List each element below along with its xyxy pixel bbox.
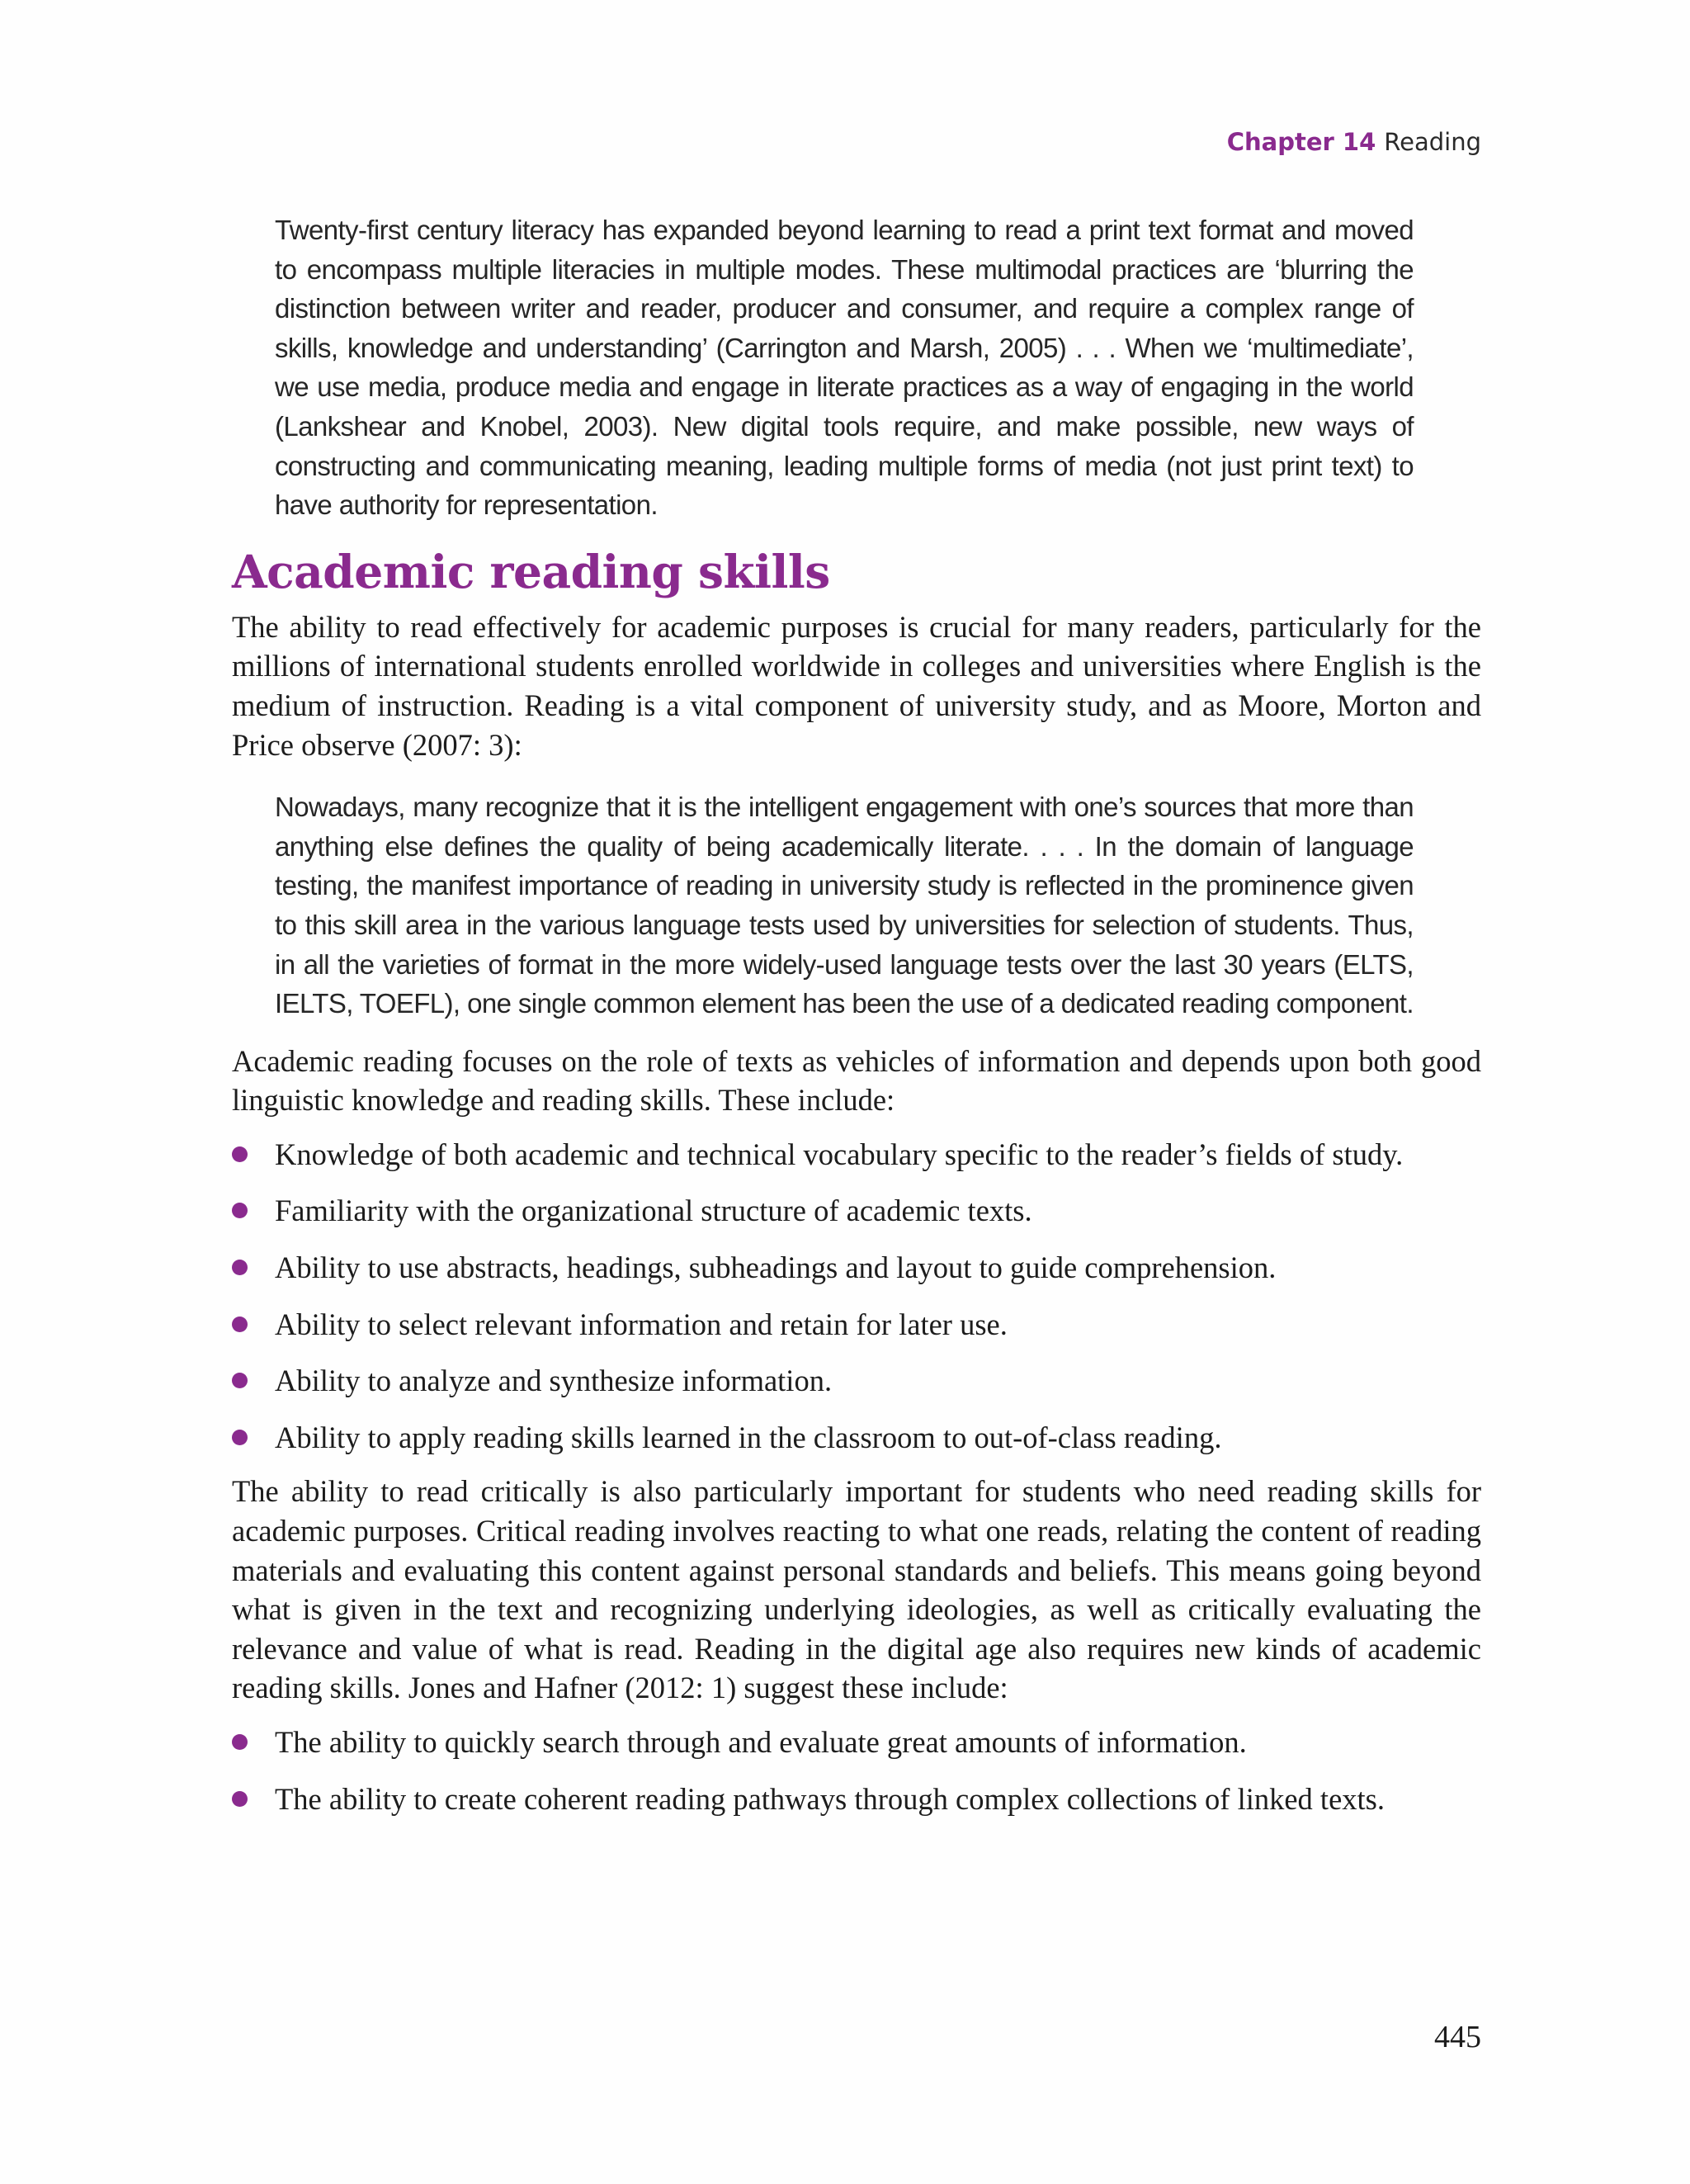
section-heading: Academic reading skills: [232, 544, 830, 598]
list-item: Ability to use abstracts, headings, subheadings and layout to guide comprehension.: [232, 1248, 1481, 1288]
list-item: Ability to analyze and synthesize information.: [232, 1361, 1481, 1401]
bullet-icon: [232, 1146, 248, 1162]
list-item: Knowledge of both academic and technical vocabulary specific to the reader’s fields of study.: [232, 1135, 1481, 1175]
page-content: [232, 210, 1481, 1818]
list-item: Familiarity with the organizational structure of academic texts.: [232, 1191, 1481, 1231]
list-item: Ability to select relevant information and retain for later use.: [232, 1305, 1481, 1345]
bullet-icon: [232, 1260, 248, 1275]
list-item: Ability to apply reading skills learned in the classroom to out-of-class reading.: [232, 1418, 1481, 1458]
bullet-icon: [232, 1430, 248, 1445]
chapter-label: Chapter 14: [1226, 128, 1376, 156]
list-item: The ability to create coherent reading pathways through complex collections of linked texts.: [232, 1780, 1481, 1819]
paragraph-critical-reading: The ability to read critically is also particularly important for students who need reading skills for academic purposes. Critical reading involves reacting to what one reads, relating the content of reading materials and evaluating this content against personal standards and beliefs. This means going beyond what is given in the text and recognizing underlying ideologies, as well as critically evaluating the relevance and value of what is read. Reading in the digital age also requires new kinds of academic reading skills. Jones and Hafner (2012: 1) suggest these include:: [232, 1474, 1481, 1705]
bullet-list-skills: [232, 1135, 1481, 1458]
bullet-icon: [232, 1373, 248, 1388]
bullet-icon: [232, 1791, 248, 1807]
bullet-icon: [232, 1734, 248, 1750]
chapter-title: Reading: [1384, 128, 1481, 156]
bullet-icon: [232, 1317, 248, 1332]
list-item: The ability to quickly search through and evaluate great amounts of information.: [232, 1723, 1481, 1762]
block-quote-literacy: Twenty-first century literacy has expanded beyond learning to read a print text format and moved to encompass multiple literacies in multiple modes. These multimodal practices are ‘blurring the distinction between writer and reader, producer and consumer, and require a complex range of skills, knowledge and understanding’ (Carrington and Marsh, 2005) . . . When we ‘multimediate’, we use media, produce media and engage in literate practices as a way of engaging in the world (Lankshear and Knobel, 2003). New digital tools require, and make possible, new ways of constructing and communicating meaning, leading multiple forms of media (not just print text) to have authority for representation.: [275, 215, 1414, 521]
paragraph-intro: The ability to read effectively for academic purposes is crucial for many readers, particularly for the millions of international students enrolled worldwide in colleges and universities where English is the medium of instruction. Reading is a vital component of university study, and as Moore, Morton and Price observe (2007: 3):: [232, 609, 1481, 762]
block-quote-moore: Nowadays, many recognize that it is the intelligent engagement with one’s sources that more than anything else defines the quality of being academically literate. . . . In the domain of language testing, the manifest importance of reading in university study is reflected in the prominence given to this skill area in the various language tests used by universities for selection of students. Thus, in all the varieties of format in the more widely-used language tests over the last 30 years (ELTS, IELTS, TOEFL), one single common element has been the use of a dedicated reading component.: [275, 792, 1414, 1019]
running-head: [1227, 128, 1481, 156]
bullet-icon: [232, 1203, 248, 1218]
page-number: 445: [1434, 2020, 1481, 2054]
bullet-list-digital-skills: [232, 1723, 1481, 1818]
paragraph-academic-reading: Academic reading focuses on the role of texts as vehicles of information and depends upon both good linguistic knowledge and reading skills. These include:: [232, 1043, 1481, 1118]
